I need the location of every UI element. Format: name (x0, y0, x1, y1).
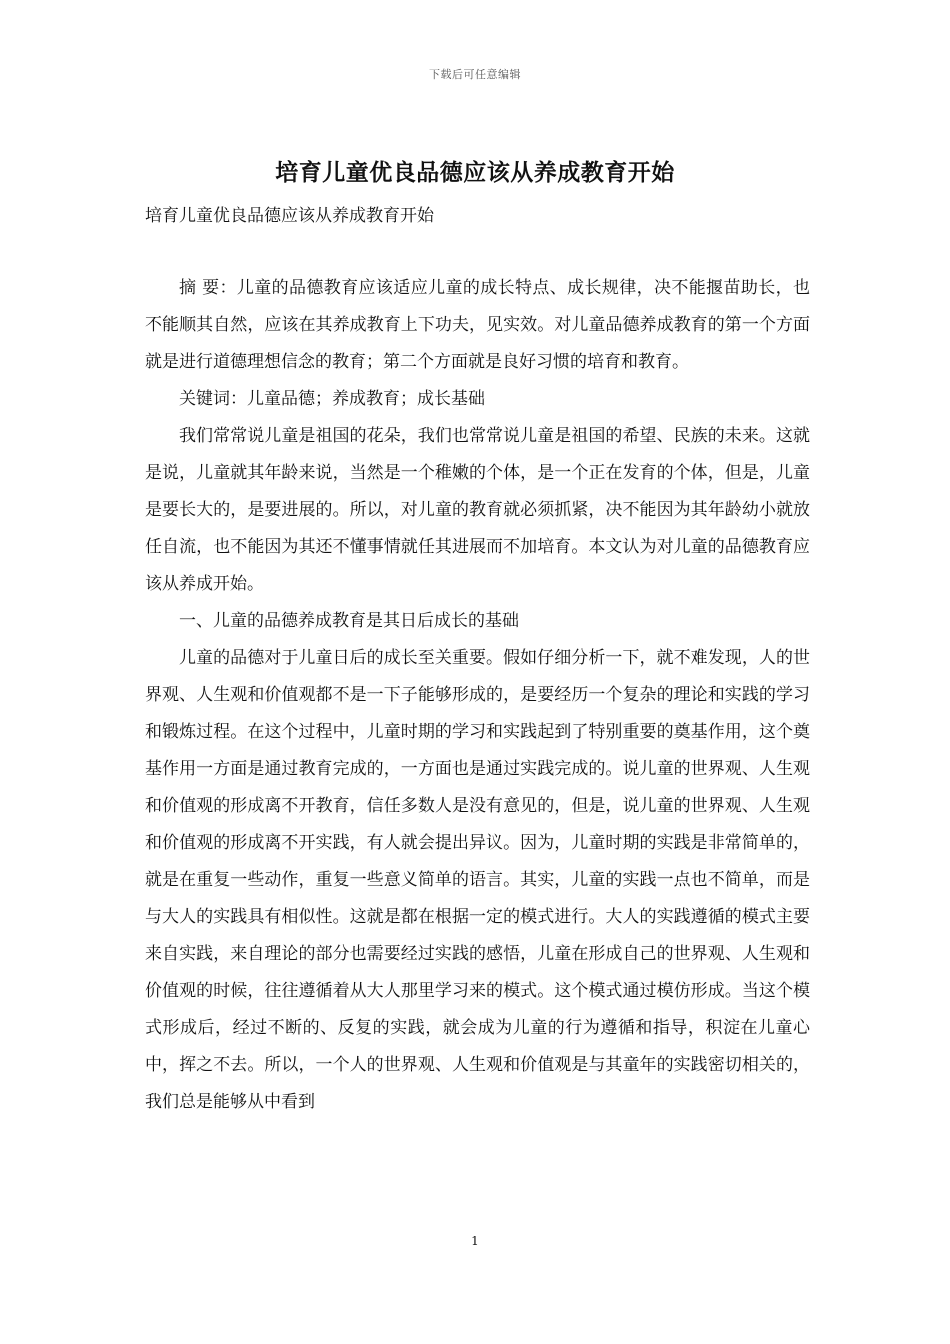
abstract-paragraph: 摘 要：儿童的品德教育应该适应儿童的成长特点、成长规律，决不能揠苗助长，也不能顺其自然，应该在其养成教育上下功夫，见实效。对儿童品德养成教育的第一个方面就是进行道德理想信念的教育；第二个方面就是良好习惯的培育和教育。 (145, 278, 810, 372)
document-body (145, 270, 810, 1121)
page-number: 1 (471, 1234, 479, 1248)
document-title: 培育儿童优良品德应该从养成教育开始 (275, 159, 675, 186)
section-paragraph: 儿童的品德对于儿童日后的成长至关重要。假如仔细分析一下，就不难发现，人的世界观、人生观和价值观都不是一下子能够形成的，是要经历一个复杂的理论和实践的学习和锻炼过程。在这个过程中，儿童时期的学习和实践起到了特别重要的奠基作用，这个奠基作用一方面是通过教育完成的，一方面也是通过实践完成的。说儿童的世界观、人生观和价值观的形成离不开教育，信任多数人是没有意见的，但是，说儿童的世界观、人生观和价值观的形成离不开实践，有人就会提出异议。因为，儿童时期的实践是非常简单的，就是在重复一些动作，重复一些意义简单的语言。其实，儿童的实践一点也不简单，而是与大人的实践具有相似性。这就是都在根据一定的模式进行。大人的实践遵循的模式主要来自实践，来自理论的部分也需要经过实践的感悟，儿童在形成自己的世界观、人生观和价值观的时候，往往遵循着从大人那里学习来的模式。这个模式通过模仿形成。当这个模式形成后，经过不断的、反复的实践，就会成为儿童的行为遵循和指导，积淀在儿童心中，挥之不去。所以，一个人的世界观、人生观和价值观是与其童年的实践密切相关的，我们总是能够从中看到 (145, 648, 810, 1112)
document-subtitle: 培育儿童优良品德应该从养成教育开始 (145, 206, 434, 226)
keywords-paragraph: 关键词：儿童品德；养成教育；成长基础 (179, 389, 485, 409)
intro-paragraph: 我们常常说儿童是祖国的花朵，我们也常常说儿童是祖国的希望、民族的未来。这就是说，儿童就其年龄来说，当然是一个稚嫩的个体，是一个正在发育的个体，但是，儿童是要长大的，是要进展的。所以，对儿童的教育就必须抓紧，决不能因为其年龄幼小就放任自流，也不能因为其还不懂事情就任其进展而不加培育。本文认为对儿童的品德教育应该从养成开始。 (145, 426, 810, 594)
section-heading: 一、儿童的品德养成教育是其日后成长的基础 (179, 611, 519, 631)
page-header: 下载后可任意编辑 (429, 68, 521, 81)
